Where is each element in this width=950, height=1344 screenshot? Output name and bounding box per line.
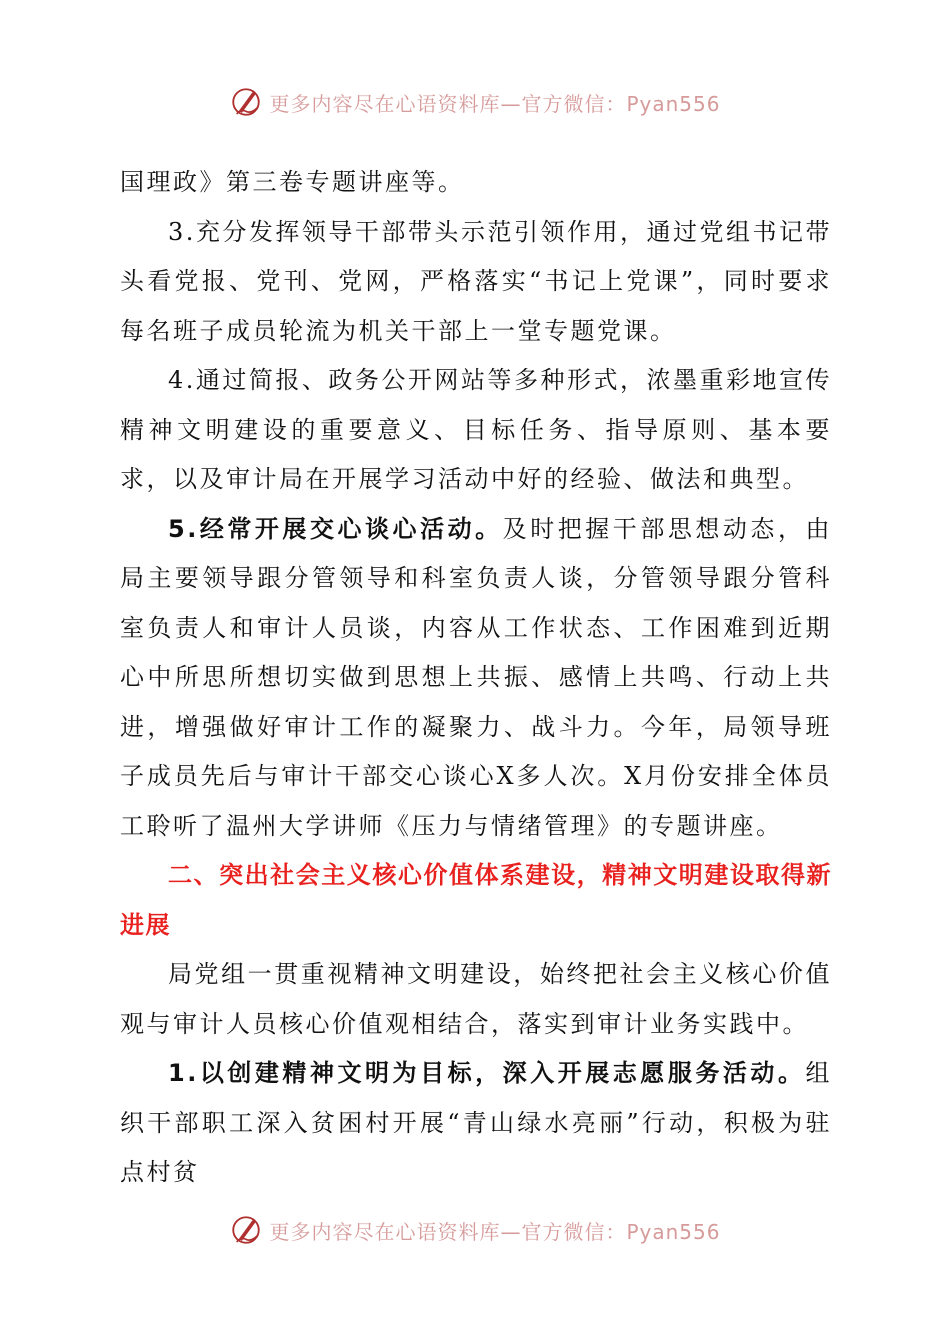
pen-logo-icon [229, 85, 263, 119]
watermark-text: 更多内容尽在心语资料库—官方微信：Pyan556 [269, 91, 721, 116]
watermark-header [0, 82, 950, 122]
item-1-lead: 1.以创建精神文明为目标，深入开展志愿服务活动。 [168, 1059, 806, 1087]
section-intro: 局党组一贯重视精神文明建设，始终把社会主义核心价值观与审计人员核心价值观相结合，落实到审计业务实践中。 [120, 960, 832, 1038]
pen-logo-icon [229, 1213, 263, 1247]
paragraph-continued: 国理政》第三卷专题讲座等。 [120, 168, 465, 196]
item-5-lead: 5.经常开展交心谈心活动。 [168, 514, 503, 543]
item-5-body: 及时把握干部思想动态，由局主要领导跟分管领导和科室负责人谈，分管领导跟分管科室负责人和审计人员谈，内容从工作状态、工作困难到近期心中所思所想切实做到思想上共振、感情上共鸣、行动上共进，增强做好审计工作的凝聚力、战斗力。今年，局领导班子成员先后与审计干部交心谈心X多人次。X月份安排全体员工聆听了温州大学讲师《压力与情绪管理》的专题讲座。 [120, 514, 832, 840]
document-body [120, 158, 832, 1198]
section-heading: 二、突出社会主义核心价值体系建设，精神文明建设取得新进展 [120, 861, 832, 939]
watermark-footer [0, 1210, 950, 1250]
paragraph-item-5 [120, 505, 832, 852]
paragraph-item-3: 3.充分发挥领导干部带头示范引领作用，通过党组书记带头看党报、党刊、党网，严格落实“书记上党课”，同时要求每名班子成员轮流为机关干部上一堂专题党课。 [120, 217, 832, 345]
paragraph-item-4: 4.通过简报、政务公开网站等多种形式，浓墨重彩地宣传精神文明建设的重要意义、目标任务、指导原则、基本要求，以及审计局在开展学习活动中好的经验、做法和典型。 [120, 366, 832, 493]
watermark-text: 更多内容尽在心语资料库—官方微信：Pyan556 [269, 1219, 721, 1244]
item-1-body: 组织干部职工深入贫困村开展“青山绿水亮丽”行动，积极为驻点村贫 [120, 1059, 832, 1186]
paragraph-item-1 [120, 1049, 832, 1198]
